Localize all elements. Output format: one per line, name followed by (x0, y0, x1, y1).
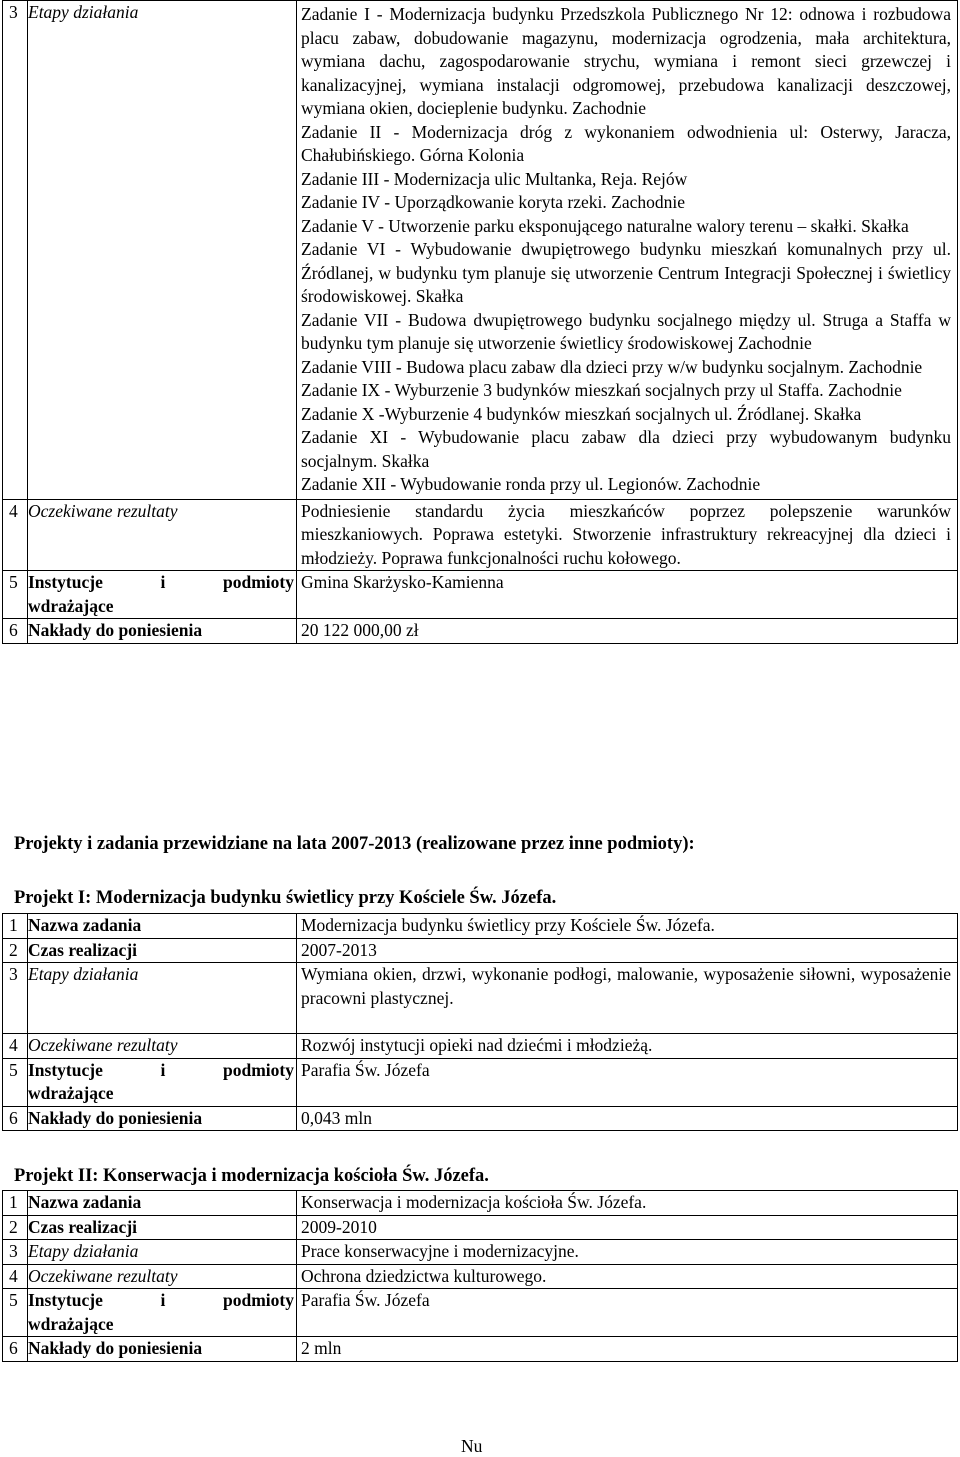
row-label: Etapy działania (28, 963, 297, 1034)
task-item: Zadanie VIII - Budowa placu zabaw dla dzieci przy w/w budynku socjalnym. Zachodnie (301, 356, 923, 377)
row-number: 4 (3, 1034, 28, 1059)
row-number: 3 (3, 963, 28, 1034)
row-label: Etapy działania (28, 1240, 297, 1265)
row-value: Prace konserwacyjne i modernizacyjne. (297, 1240, 958, 1265)
task-item: Zadanie VI - Wybudowanie dwupiętrowego budynku mieszkań komunalnych przy ul. Źródlanej, w budynku tym planuje się utworzenie Centrum Integracji Społecznej i świetlicy środowiskowej. Skałka (301, 239, 951, 306)
task-item: Zadanie IX - Wyburzenie 3 budynków mieszkań socjalnych przy ul Staffa. Zachodnie (301, 380, 902, 400)
table-row (3, 1058, 958, 1106)
table-row (3, 1240, 958, 1265)
label-word: wdrażające (28, 1313, 114, 1334)
row-number: 4 (3, 499, 28, 571)
row-number: 5 (3, 1058, 28, 1106)
table-row (3, 963, 958, 1034)
row-label: Oczekiwane rezultaty (28, 499, 297, 571)
row-number: 6 (3, 1337, 28, 1362)
row-label: Czas realizacji (28, 938, 297, 963)
page-footer: Nu (461, 1436, 483, 1456)
row-value (297, 1, 958, 500)
row-number: 3 (3, 1240, 28, 1265)
task-item: Zadanie VII - Budowa dwupiętrowego budynku socjalnego między ul. Struga a Staffa w budynku tym planuje się utworzenie świetlicy środowiskowej Zachodnie (301, 309, 951, 353)
row-value: 20 122 000,00 zł (297, 619, 958, 644)
row-number: 4 (3, 1264, 28, 1289)
task-item: Zadanie V - Utworzenie parku eksponującego naturalne walory terenu – skałki. Skałka (301, 215, 909, 236)
row-number: 2 (3, 938, 28, 963)
label-word: i (160, 1290, 166, 1310)
table-row (3, 1215, 958, 1240)
row-number: 2 (3, 1215, 28, 1240)
row-value: 2 mln (297, 1337, 958, 1362)
label-word: i (160, 572, 166, 592)
row-value: 2009-2010 (297, 1215, 958, 1240)
label-word: i (160, 1059, 166, 1080)
task-item: Zadanie XII - Wybudowanie ronda przy ul. Legionów. Zachodnie (301, 474, 761, 494)
label-word: Instytucje (28, 1290, 103, 1310)
row-value: Parafia Św. Józefa (297, 1058, 958, 1106)
task-item: Zadanie II - Modernizacja dróg z wykonaniem odwodnienia ul: Osterwy, Jaracza, Chałubińskiego. Górna Kolonia (301, 121, 951, 165)
table-row (3, 914, 958, 939)
table-row (3, 1191, 958, 1216)
row-label: Czas realizacji (28, 1215, 297, 1240)
row-value: 0,043 mln (297, 1106, 958, 1131)
label-word: wdrażające (28, 595, 114, 616)
row-number: 5 (3, 571, 28, 619)
row-number: 6 (3, 1106, 28, 1131)
row-number: 3 (3, 1, 28, 500)
row-value: Konserwacja i modernizacja kościoła Św. Józefa. (297, 1191, 958, 1216)
table-row (3, 499, 958, 571)
task-item: Zadanie I - Modernizacja budynku Przedszkola Publicznego Nr 12: odnowa i rozbudowa placu zabaw, dobudowanie magazynu, modernizacja ogrodzenia, mała architektura, wymiana dachu, zagospodarowanie strychu, wymiana i remont sieci grzewczej i kanalizacyjnej, wymiana instalacji odgromowej, przebudowa kanalizacji deszczowej, wymiana okien, docieplenie budynku. Zachodnie (301, 4, 951, 118)
row-label: Nakłady do poniesienia (28, 619, 297, 644)
label-word: podmioty (223, 572, 294, 592)
row-label: Nakłady do poniesienia (28, 1337, 297, 1362)
project-title: Projekt II: Konserwacja i modernizacja kościoła Św. Józefa. (14, 1166, 489, 1186)
table-row (3, 619, 958, 644)
project-title: Projekt I: Modernizacja budynku świetlicy przy Kościele Św. Józefa. (14, 888, 557, 908)
row-value: Ochrona dziedzictwa kulturowego. (297, 1264, 958, 1289)
row-label: Etapy działania (28, 1, 297, 500)
row-label (28, 571, 297, 619)
label-word: wdrażające (28, 1083, 114, 1103)
task-item: Zadanie X -Wyburzenie 4 budynków mieszkań socjalnych ul. Źródlanej. Skałka (301, 403, 862, 424)
row-label: Nazwa zadania (28, 914, 297, 939)
project-table (2, 1190, 958, 1362)
row-label (28, 1289, 297, 1337)
table-row (3, 1337, 958, 1362)
table-row (3, 1034, 958, 1059)
row-label: Oczekiwane rezultaty (28, 1264, 297, 1289)
row-label (28, 1058, 297, 1106)
row-number: 1 (3, 914, 28, 939)
label-word: podmioty (223, 1290, 294, 1310)
label-word: Instytucje (28, 1059, 103, 1080)
table-row (3, 938, 958, 963)
table-row (3, 1289, 958, 1337)
project-table (2, 913, 958, 1131)
row-number: 6 (3, 619, 28, 644)
row-label: Nakłady do poniesienia (28, 1106, 297, 1131)
row-value: 2007-2013 (297, 938, 958, 963)
row-value: Gmina Skarżysko-Kamienna (297, 571, 958, 619)
table-row (3, 571, 958, 619)
table-row (3, 1, 958, 500)
row-value: Podniesienie standardu życia mieszkańców poprzez polepszenie warunków mieszkaniowych. Poprawa estetyki. Stworzenie infrastruktury rekreacyjnej dla dzieci i młodzieży. Poprawa funkcjonalności ruchu kołowego. (297, 499, 958, 571)
row-value: Rozwój instytucji opieki nad dziećmi i młodzieżą. (297, 1034, 958, 1059)
row-value: Parafia Św. Józefa (297, 1289, 958, 1337)
row-number: 1 (3, 1191, 28, 1216)
row-value: Wymiana okien, drzwi, wykonanie podłogi, malowanie, wyposażenie siłowni, wyposażenie pracowni plastycznej. (297, 963, 958, 1034)
task-item: Zadanie XI - Wybudowanie placu zabaw dla dzieci przy wybudowanym budynku socjalnym. Skałka (301, 427, 951, 471)
row-label: Nazwa zadania (28, 1191, 297, 1216)
row-label: Oczekiwane rezultaty (28, 1034, 297, 1059)
table-row (3, 1106, 958, 1131)
section-heading: Projekty i zadania przewidziane na lata 2007-2013 (realizowane przez inne podmioty): (14, 834, 695, 854)
tasks-table (2, 0, 958, 644)
table-row (3, 1264, 958, 1289)
label-word: podmioty (223, 1059, 294, 1080)
row-number: 5 (3, 1289, 28, 1337)
task-item: Zadanie III - Modernizacja ulic Multanka, Reja. Rejów (301, 168, 688, 189)
label-word: Instytucje (28, 572, 103, 592)
task-item: Zadanie IV - Uporządkowanie koryta rzeki. Zachodnie (301, 192, 686, 212)
row-value: Modernizacja budynku świetlicy przy Kościele Św. Józefa. (297, 914, 958, 939)
